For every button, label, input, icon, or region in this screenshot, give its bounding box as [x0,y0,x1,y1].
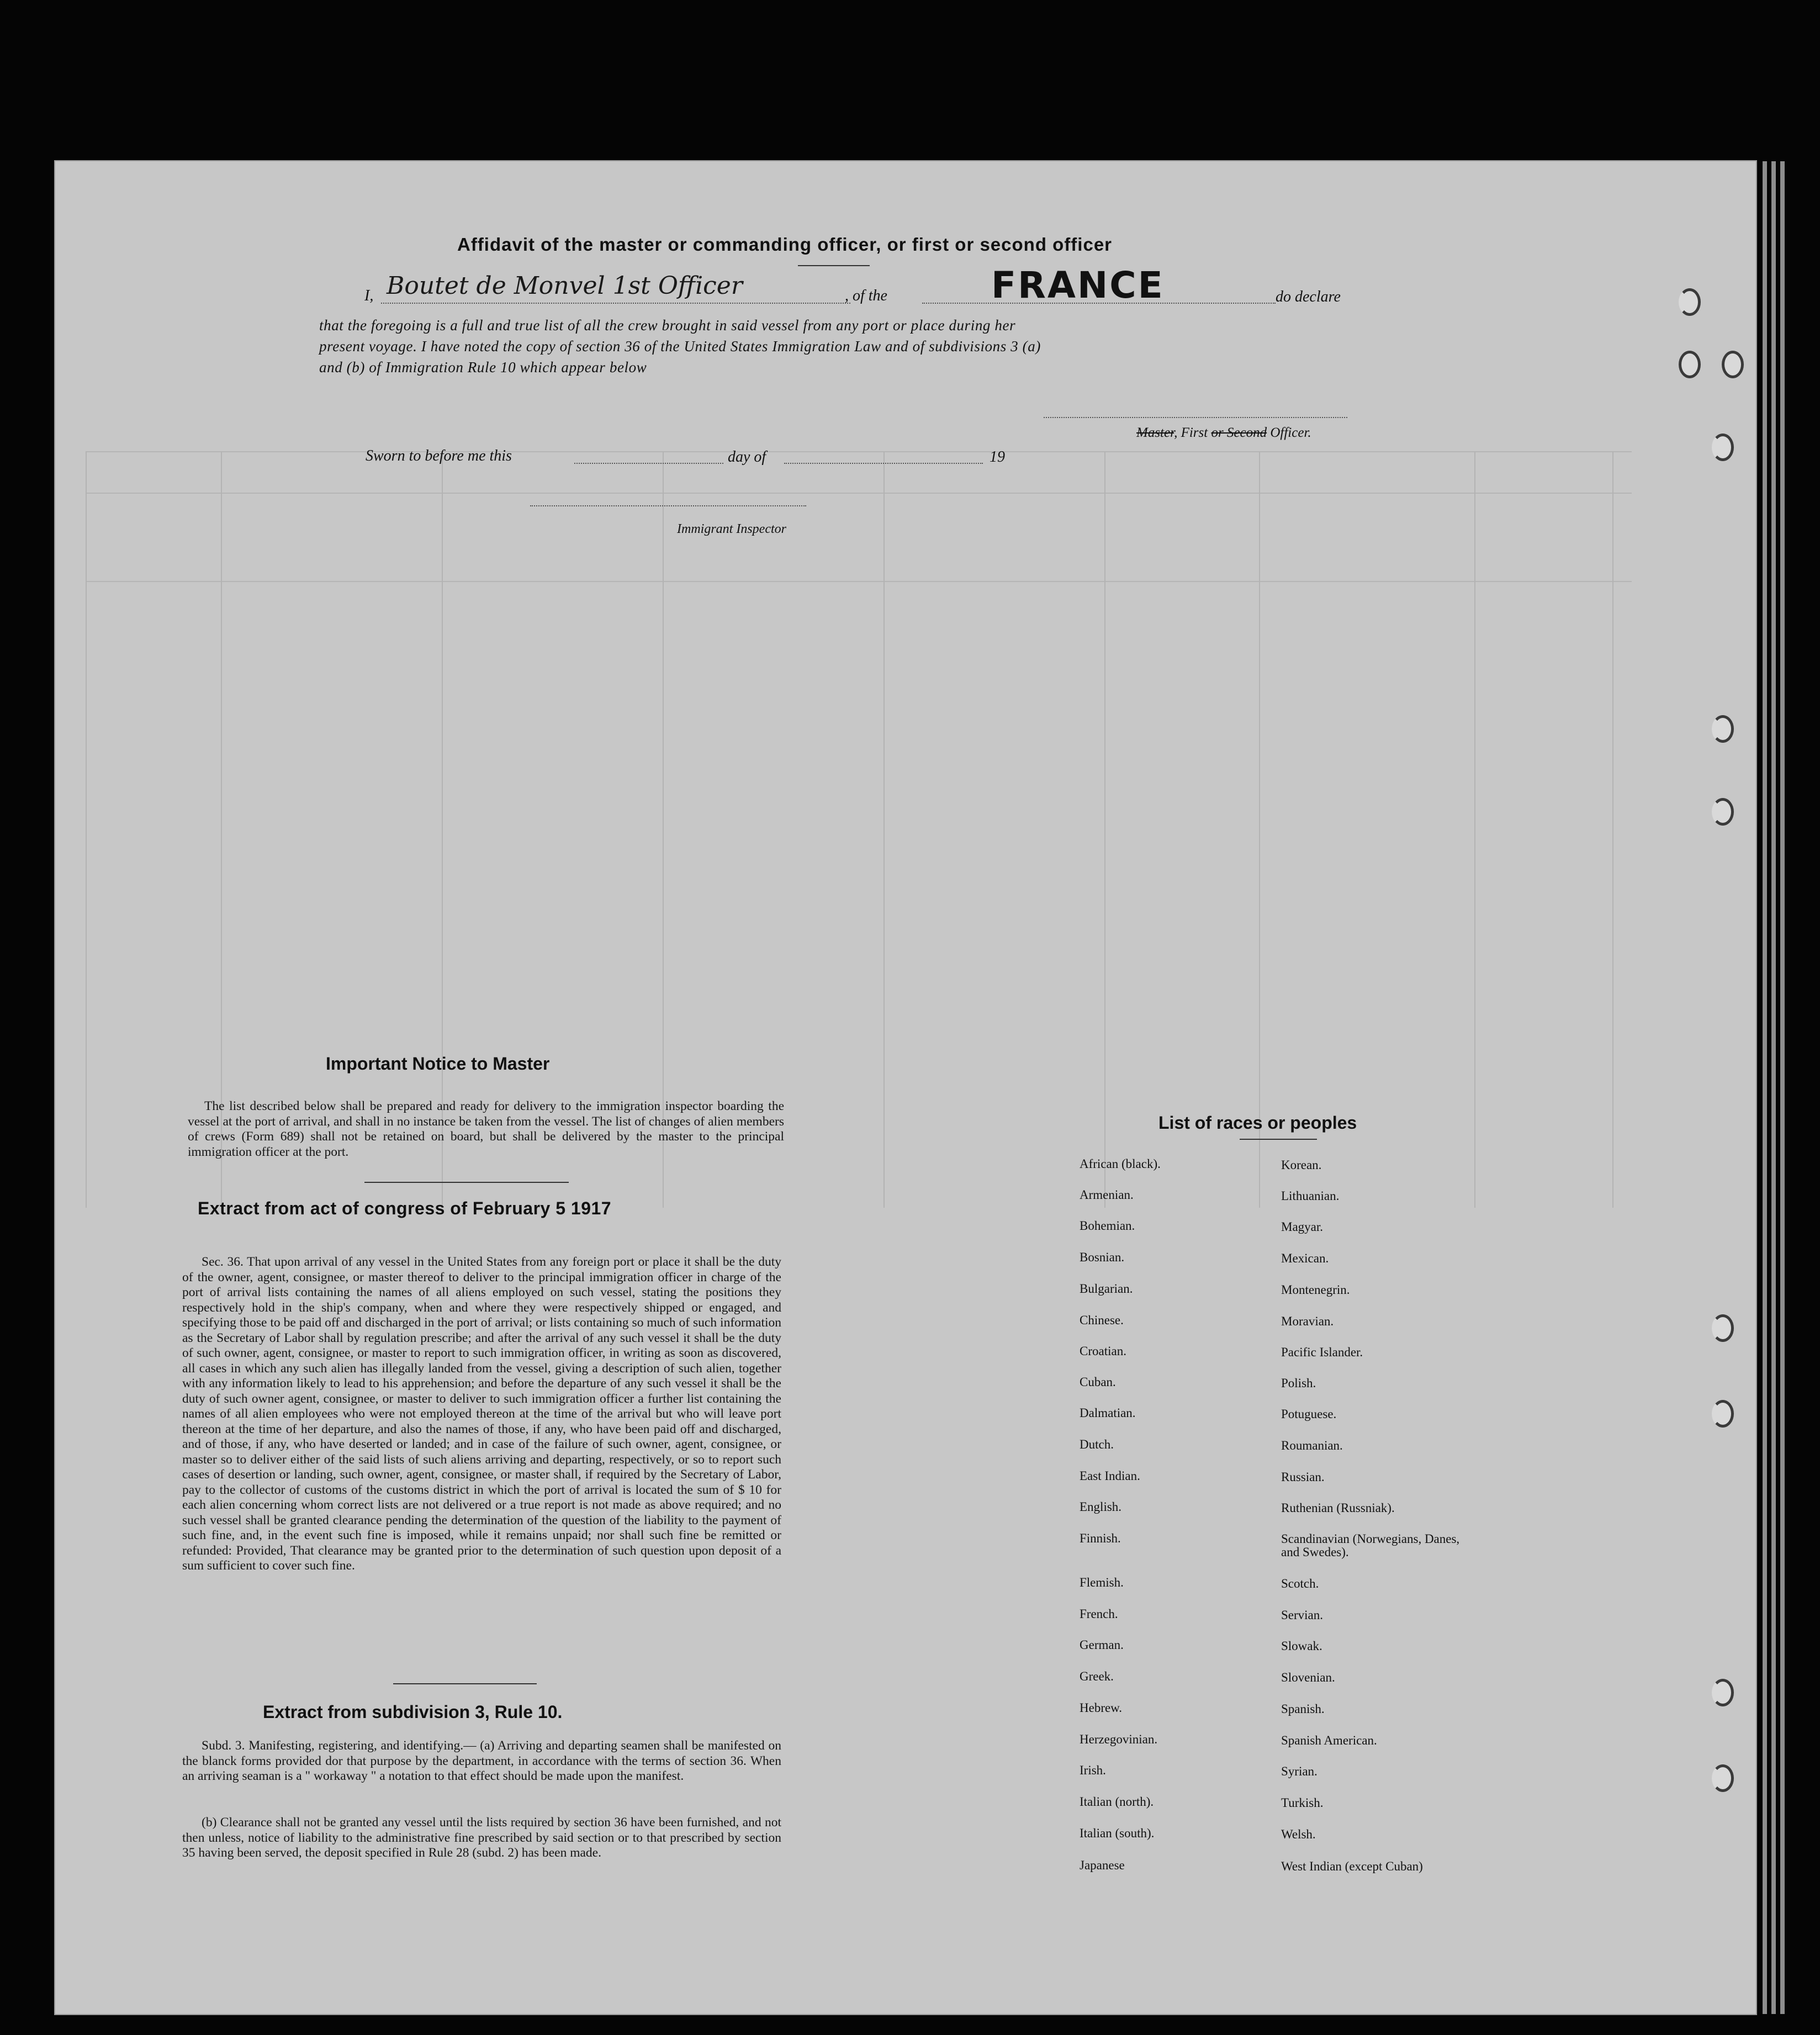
binder-hole [1712,1764,1734,1792]
year-label: 19 [990,448,1005,466]
notice-heading: Important Notice to Master [326,1054,550,1074]
officer-signature-line [1044,417,1347,418]
race-item: Welsh. [1281,1827,1316,1841]
race-item: Greek. [1080,1669,1114,1683]
sworn-label: Sworn to before me this [366,447,512,464]
race-item: African (black). [1080,1157,1161,1171]
page-edge [1771,161,1776,2014]
race-item: Spanish American. [1281,1733,1377,1747]
race-item: Cuban. [1080,1375,1116,1389]
extract-rule-text-b: (b) Clearance shall not be granted any vessel until the lists required by section 36 have been furnished, and not then unless, notice of liability to the administrative fine prescribed by said section or to that prescribed by section 35 having been served, the deposit specified in Rule 28 (subd. 2) has been made. [182,1815,781,1860]
race-item: Moravian. [1281,1314,1334,1328]
race-item: Korean. [1281,1158,1322,1172]
race-item: Polish. [1281,1376,1316,1390]
race-item: Montenegrin. [1281,1283,1350,1297]
race-item: Scotch. [1281,1577,1319,1590]
race-item: French. [1080,1607,1118,1621]
race-item: Slovenian. [1281,1671,1335,1684]
affidavit-line-4: and (b) of Immigration Rule 10 which appear below [319,359,647,376]
form-sheet [55,161,1756,2014]
affidavit-line-2: that the foregoing is a full and true list of all the crew brought in said vessel from any port or place during her [319,317,1016,334]
binder-hole [1679,351,1701,378]
binder-hole [1712,715,1734,743]
race-item: Irish. [1080,1763,1106,1777]
race-item: Spanish. [1281,1702,1325,1716]
extract-rule-heading: Extract from subdivision 3, Rule 10. [263,1702,563,1722]
notice-text: The list described below shall be prepared and ready for delivery to the immigration inspector boarding the vessel at the port of arrival, and shall in no instance be taken from the vessel. The list of changes of alien members of crews (Form 689) shall not be retained on board, but shall be delivered by the master to the principal immigration officer at the port. [188,1099,784,1159]
race-item: Herzegovinian. [1080,1732,1158,1746]
binder-hole [1722,351,1744,378]
affidavit-line-3: present voyage. I have noted the copy of section 36 of the United States Immigration Law and of subdivisions 3 (a) [319,338,1041,355]
day-of-label: day of [728,448,766,466]
do-declare-label: do declare [1276,288,1341,305]
race-item: Bulgarian. [1080,1282,1133,1296]
race-item: Armenian. [1080,1188,1134,1202]
race-item: Pacific Islander. [1281,1345,1363,1359]
page-edge [1780,161,1785,2014]
races-heading-underline [1240,1139,1317,1140]
inspector-line [530,505,806,506]
race-item: Bosnian. [1080,1250,1125,1264]
sworn-month-line [784,463,983,464]
races-heading: List of races or peoples [1158,1113,1357,1133]
binder-hole [1712,434,1734,461]
race-item: Chinese. [1080,1313,1124,1327]
extract-act-heading: Extract from act of congress of February 5 1917 [198,1198,612,1218]
race-item: Syrian. [1281,1764,1318,1778]
extract-act-text: Sec. 36. That upon arrival of any vessel in the United States from any foreign port or place it shall be the duty of the owner, agent, consignee, or master thereof to deliver to the principal immigration officer in charge of the port of arrival lists containing the names of all aliens employed on such vessel, stating the positions they respectively hold in the ship's company, when and where they were respectively shipped or engaged, and specifying those to be paid off and discharged in the port of arrival; or lists containing so much of such information as the Secretary of Labor shall by regulation prescribe; and after the arrival of any such vessel it shall be the duty of such owner, agent, consignee, or master to report to such immigration officer, in writing as soon as discovered, all cases in which any such alien has illegally landed from the vessel, giving a description of such alien, together with any information likely to lead to his apprehension; and before the departure of any such vessel it shall be the duty of such owner agent, consignee, or master to deliver to such immigration officer a further list containing the names of all alien employees who were not employed thereon at the time of the arrival but who will leave port thereon at the time of her departure, and also the names of those, if any, who have been paid off and discharged, and of those, if any, who have deserted or landed; and in case of the failure of such owner, agent, consignee, or master so to deliver either of the said lists of such aliens arriving and departing, respectively, or so to report such cases of desertion or landing, such owner, agent, consignee, or master shall, if required by the Secretary of Labor, pay to the collector of customs of the customs district in which the port of arrival is located the sum of $ 10 for each alien concerning whom correct lists are not delivered or a true report is not made as above required; and no such vessel shall be granted clearance pending the determination of the question of the liability to the payment of such fine, and, in the event such fine is imposed, while it remains unpaid; nor shall such fine be remitted or refunded: Provided, That clearance may be granted prior to the determination of such question upon deposit of a sum sufficient to cover such fine. [182,1255,781,1573]
of-the-label: , of the [845,287,887,304]
race-item: Magyar. [1281,1220,1324,1234]
race-item: Lithuanian. [1281,1189,1340,1203]
race-item: Russian. [1281,1470,1325,1484]
race-item: Mexican. [1281,1251,1329,1265]
page-edge [1763,161,1767,2014]
binder-hole [1679,288,1701,316]
race-item: Roumanian. [1281,1439,1343,1452]
race-item: Slowak. [1281,1639,1322,1653]
race-item: Dalmatian. [1080,1406,1136,1420]
vessel-name: FRANCE [991,264,1165,306]
divider [393,1683,537,1684]
race-item: West Indian (except Cuban) [1281,1859,1423,1873]
race-item: German. [1080,1638,1124,1652]
race-item: English. [1080,1500,1122,1514]
affidavit-i-label: I, [364,287,374,304]
inspector-label: Immigrant Inspector [677,522,786,536]
divider [364,1182,569,1183]
binder-hole [1712,1679,1734,1706]
officer-signature-label: Master, First or Second Officer. [1136,425,1311,440]
vessel-line [922,303,1276,304]
race-item: Flemish. [1080,1576,1124,1589]
race-item: Croatian. [1080,1344,1126,1358]
affidavit-heading: Affidavit of the master or commanding officer, or first or second officer [457,234,1113,255]
race-item: Potuguese. [1281,1407,1337,1421]
extract-rule-text-a: Subd. 3. Manifesting, registering, and identifying.— (a) Arriving and departing seamen shall be manifested on the blanck forms provided dor that purpose by the department, in accordance with the terms of section 36. When an arriving seaman is a " workaway " a notation to that effect should be made upon the manifest. [182,1738,781,1783]
race-item: Finnish. [1080,1531,1121,1545]
race-item: Hebrew. [1080,1701,1123,1715]
race-item: Bohemian. [1080,1219,1135,1233]
race-item: Servian. [1281,1608,1324,1622]
race-item: Ruthenian (Russniak). [1281,1501,1395,1515]
race-item: Scandinavian (Norwegians, Danes, and Swedes). [1281,1532,1460,1559]
divider [798,265,870,266]
race-item: Japanese [1080,1858,1125,1872]
race-item: Italian (south). [1080,1826,1155,1840]
sworn-day-line [574,463,723,464]
binder-hole [1712,1314,1734,1342]
binder-hole [1712,798,1734,826]
race-item: East Indian. [1080,1469,1140,1483]
race-item: Italian (north). [1080,1795,1154,1809]
binder-hole [1712,1400,1734,1428]
race-item: Dutch. [1080,1437,1114,1451]
signer-line [381,303,850,304]
signer-name-handwritten: Boutet de Monvel 1st Officer [387,272,743,300]
race-item: Turkish. [1281,1796,1324,1810]
